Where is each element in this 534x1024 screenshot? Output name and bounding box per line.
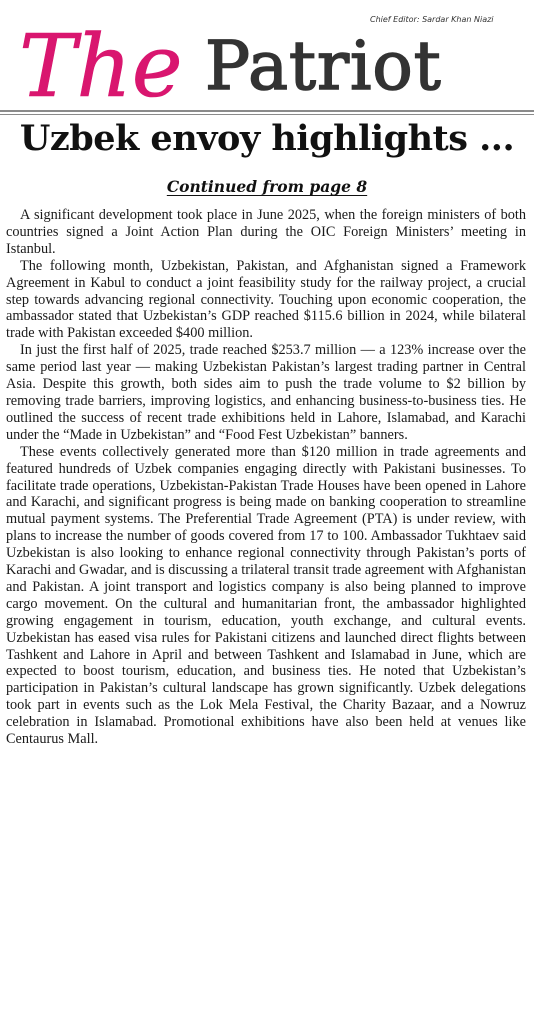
logo-word-patriot: Patriot xyxy=(205,27,442,105)
article-headline: Uzbek envoy highlights ... xyxy=(19,118,515,159)
masthead xyxy=(0,0,534,115)
article-paragraph: A significant development took place in June 2025, when the foreign ministers of both countries signed a Joint Action Plan during the OIC Foreign Ministers’ meeting in Istanbul. xyxy=(6,207,526,257)
continued-from-text: Continued from page 8 xyxy=(166,177,368,196)
continued-from-label xyxy=(0,177,534,196)
article-paragraph: The following month, Uzbekistan, Pakistan, and Afghanistan signed a Framework Agreement in Kabul to conduct a joint feasibility study for the railway project, a crucial step towards advancing regional connectivity. Touching upon economic cooperation, the ambassador stated that Uzbekistan’s GDP reached $115.6 billion in 2024, while bilateral trade with Pakistan exceeded $400 million. xyxy=(6,257,526,342)
masthead-title xyxy=(19,17,442,115)
article-paragraph: In just the first half of 2025, trade reached $253.7 million — a 123% increase over the same period last year — making Uzbekistan Pakistan’s largest trading partner in Central Asia. Despite this growth, both sides aim to push the trade volume to $2 billion by removing trade barriers, improving logistics, and enhancing business-to-business ties. He outlined the success of recent trade exhibitions held in Lahore, Islamabad, and Karachi under the “Made in Uzbekistan” and “Food Fest Uzbekistan” banners. xyxy=(6,342,526,443)
chief-editor-credit: Chief Editor: Sardar Khan Niazi xyxy=(370,15,494,24)
article-paragraph: These events collectively generated more than $120 million in trade agreements and featured hundreds of Uzbek companies engaging directly with Pakistani businesses. To facilitate trade operations, Uzbekistan-Pakistan Trade Houses have been opened in Lahore and Karachi, and significant progress is being made on banking cooperation to streamline mutual payment systems. The Preferential Trade Agreement (PTA) is under review, with plans to increase the number of goods covered from 17 to 100. Ambassador Tukhtaev said Uzbekistan is also looking to enhance regional connectivity through Pakistan’s ports of Karachi and Gwadar, and is discussing a trilateral transit trade agreement with Afghanistan and Pakistan. A joint transport and logistics company is also being planned to improve cargo movement. On the cultural and humanitarian front, the ambassador highlighted growing engagement in tourism, education, youth exchange, and cultural events. Uzbekistan has eased visa rules for Pakistani citizens and launched direct flights between Tashkent and Lahore in April and between Tashkent and Islamabad in June, which are expected to boost tourism, education, and business ties. He noted that Uzbekistan’s participation in Pakistan’s cultural landscape has grown significantly. Uzbek delegations took part in events such as the Lok Mela Festival, the Charity Bazaar, and a Nowruz celebration in Islamabad. Promotional exhibitions have also been held at venues like Centaurus Mall. xyxy=(6,443,526,748)
logo-word-the: The xyxy=(19,17,183,115)
article-body xyxy=(6,207,526,748)
